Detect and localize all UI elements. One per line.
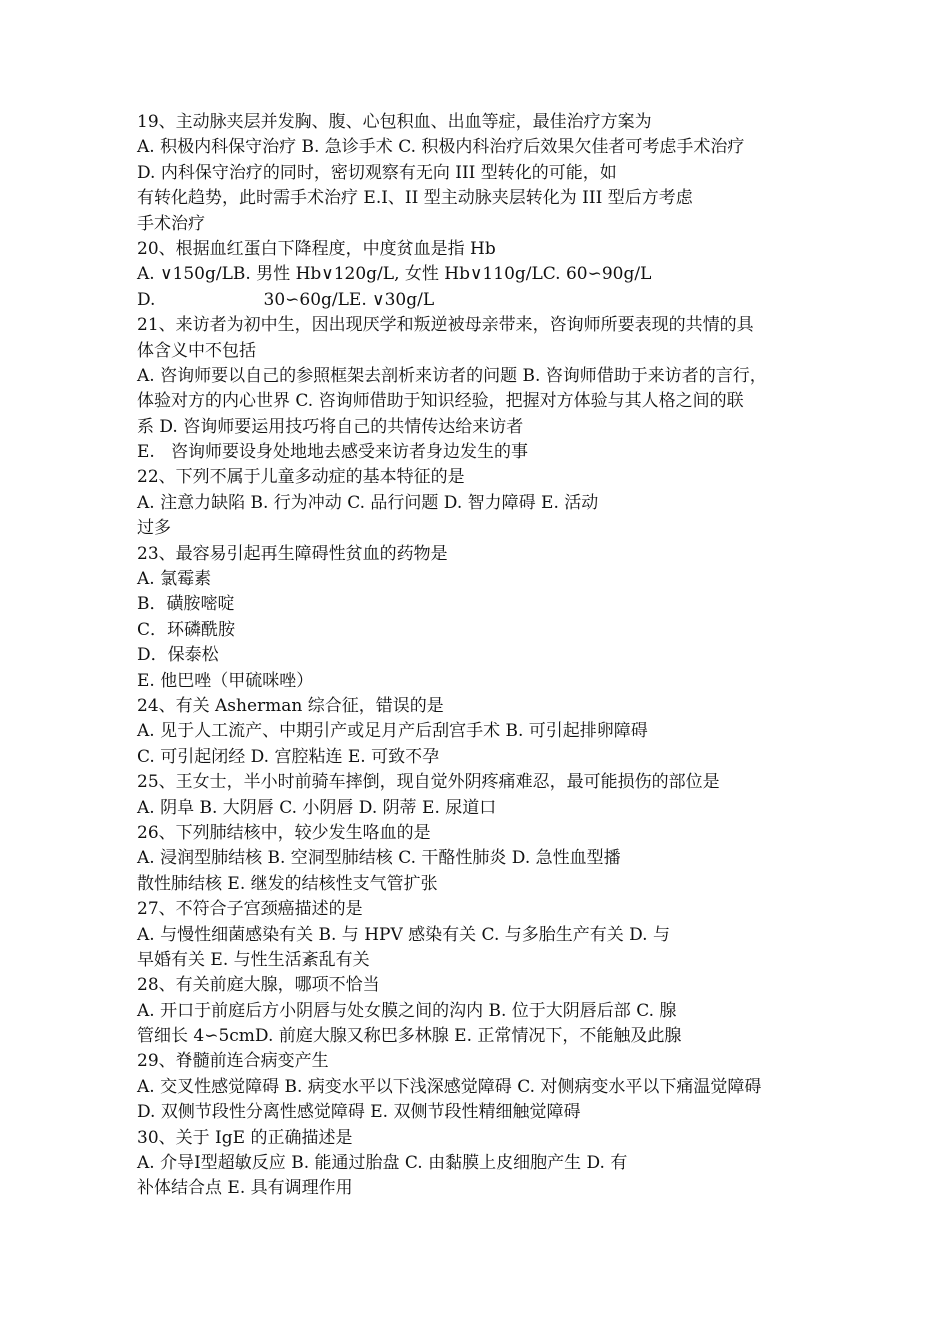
text-line: 体含义中不包括 (137, 340, 256, 361)
text-line: 25、王女士，半小时前骑车摔倒，现自觉外阴疼痛难忍，最可能损伤的部位是 (137, 772, 720, 793)
text-line: A. 咨询师要以自己的参照框架去剖析来访者的问题 B. 咨询师借助于来访者的言行， (137, 365, 767, 386)
text-line: A. 浸润型肺结核 B. 空洞型肺结核 C. 干酪性肺炎 D. 急性血型播 (137, 848, 621, 869)
text-line: A. 开口于前庭后方小阴唇与处女膜之间的沟内 B. 位于大阴唇后部 C. 腺 (137, 1000, 677, 1021)
text-line: 23、最容易引起再生障碍性贫血的药物是 (137, 543, 448, 564)
document-body (137, 110, 837, 1202)
text-line: 补体结合点 E. 具有调理作用 (137, 1178, 353, 1199)
text-line: 体验对方的内心世界 C. 咨询师借助于知识经验，把握对方体验与其人格之间的联 (137, 391, 744, 412)
text-line: 22、下列不属于儿童多动症的基本特征的是 (137, 467, 465, 488)
text-line: A. ∨150g/LB. 男性 Hb∨120g/L, 女性 Hb∨110g/LC. 60∽90g/L (137, 264, 652, 285)
text-line: 27、不符合子宫颈癌描述的是 (137, 899, 363, 920)
text-line: E. 他巴唑（甲硫咪唑） (137, 670, 314, 691)
text-line: 20、根据血红蛋白下降程度，中度贫血是指 Hb (137, 238, 496, 259)
text-line: A. 氯霉素 (137, 569, 212, 590)
text-line: 26、下列肺结核中，较少发生咯血的是 (137, 822, 431, 843)
text-line: 早婚有关 E. 与性生活紊乱有关 (137, 949, 370, 970)
text-line: E. 咨询师要设身处地地去感受来访者身边发生的事 (137, 442, 529, 463)
text-line: A. 阴阜 B. 大阴唇 C. 小阴唇 D. 阴蒂 E. 尿道口 (137, 797, 497, 818)
text-line: C. 可引起闭经 D. 宫腔粘连 E. 可致不孕 (137, 746, 440, 767)
text-line: A. 介导Ⅰ型超敏反应 B. 能通过胎盘 C. 由黏膜上皮细胞产生 D. 有 (137, 1153, 628, 1174)
text-line: D. 30∽60g/LE. ∨30g/L (137, 289, 435, 310)
text-line: 有转化趋势，此时需手术治疗 E.I、II 型主动脉夹层转化为 III 型后方考虑 (137, 188, 693, 209)
text-line: 管细长 4∽5cmD. 前庭大腺又称巴多林腺 E. 正常情况下，不能触及此腺 (137, 1026, 682, 1047)
text-line: C．环磷酰胺 (137, 619, 236, 640)
text-line: 30、关于 IgE 的正确描述是 (137, 1127, 353, 1148)
text-line: A. 注意力缺陷 B. 行为冲动 C. 品行问题 D. 智力障碍 E. 活动 (137, 492, 599, 513)
text-line: 21、来访者为初中生，因出现厌学和叛逆被母亲带来，咨询师所要表现的共情的具 (137, 315, 754, 336)
text-line: 28、有关前庭大腺，哪项不恰当 (137, 975, 380, 996)
text-line: D．保泰松 (137, 645, 219, 666)
text-line: 19、主动脉夹层并发胸、腹、心包积血、出血等症，最佳治疗方案为 (137, 112, 652, 132)
text-line: A. 交叉性感觉障碍 B. 病变水平以下浅深感觉障碍 C. 对侧病变水平以下痛温觉障碍 (137, 1076, 762, 1097)
text-line: D. 双侧节段性分离性感觉障碍 E. 双侧节段性精细触觉障碍 (137, 1102, 581, 1123)
text-line: A. 见于人工流产、中期引产或足月产后刮宫手术 B. 可引起排卵障碍 (137, 721, 648, 742)
text-line: 29、脊髓前连合病变产生 (137, 1051, 329, 1072)
text-line: 散性肺结核 E. 继发的结核性支气管扩张 (137, 873, 438, 894)
text-line: B．磺胺嘧啶 (137, 594, 235, 615)
text-line: A. 积极内科保守治疗 B. 急诊手术 C. 积极内科治疗后效果欠佳者可考虑手术治疗 (137, 137, 745, 158)
text-line: 手术治疗 (137, 213, 205, 234)
text-line: A. 与慢性细菌感染有关 B. 与 HPV 感染有关 C. 与多胎生产有关 D. 与 (137, 924, 670, 945)
text-line: D. 内科保守治疗的同时，密切观察有无向 III 型转化的可能，如 (137, 162, 617, 183)
text-line: 24、有关 Asherman 综合征，错误的是 (137, 695, 444, 716)
text-line: 过多 (137, 518, 171, 539)
text-line: 系 D. 咨询师要运用技巧将自己的共情传达给来访者 (137, 416, 524, 437)
